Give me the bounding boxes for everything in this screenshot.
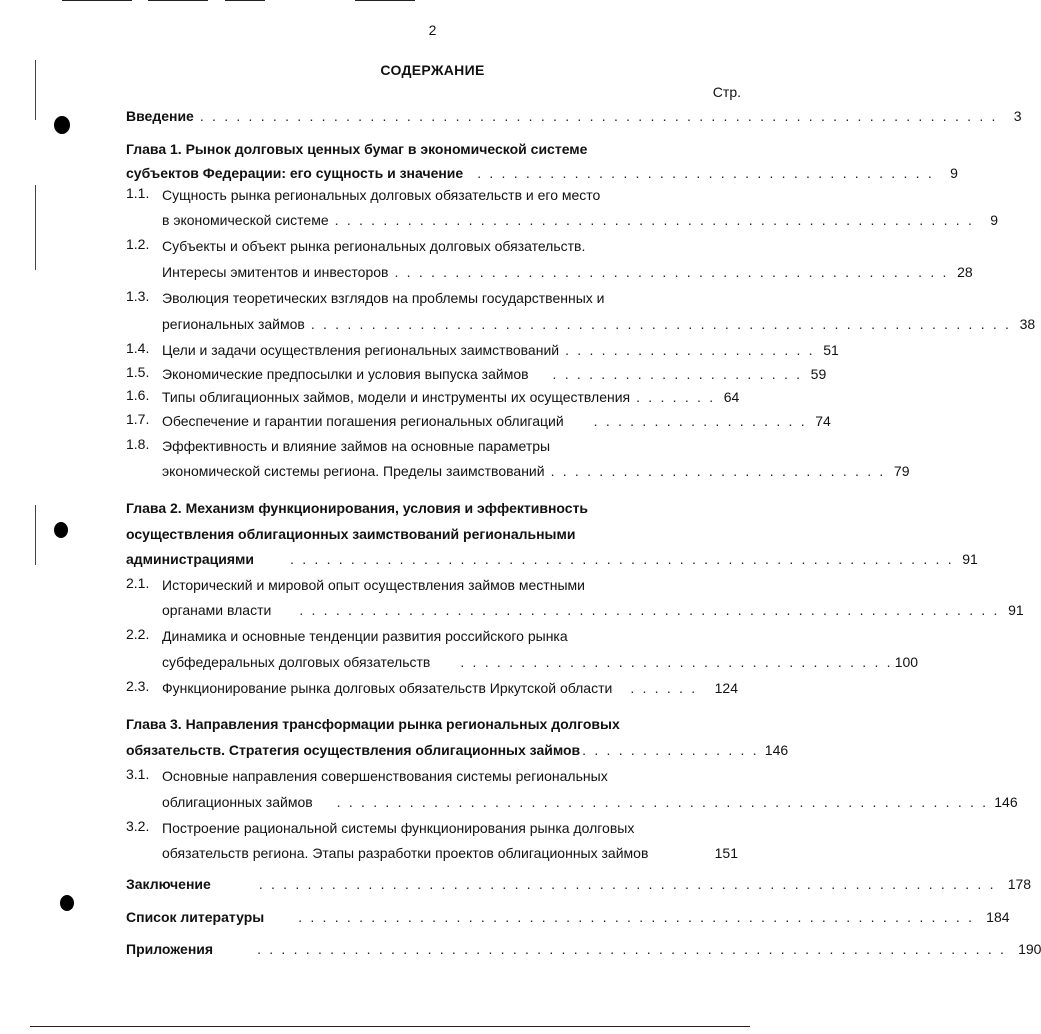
- section-number: 1.4.: [126, 340, 150, 356]
- toc-entry-page: 9: [950, 165, 958, 181]
- toc-entry-label: Введение: [126, 108, 194, 124]
- section-number: 1.8.: [126, 436, 150, 452]
- section-number: 3.2.: [126, 818, 150, 834]
- chapter-title: Глава 2. Механизм функционирования, условия и эффективность: [126, 500, 589, 516]
- toc-section-1-3-line1: [162, 287, 738, 306]
- section-title: региональных займов: [162, 316, 305, 332]
- toc-entry-page: 151: [714, 845, 738, 861]
- section-title: Эволюция теоретических взглядов на проблемы государственных и: [162, 290, 605, 306]
- toc-chapter-3-line1: [126, 713, 738, 732]
- dot-leader: . . . . . . . . . . . . . . . . . .: [593, 413, 807, 429]
- toc-entry-page: 79: [893, 463, 910, 479]
- toc-entry-page: 38: [1019, 316, 1036, 332]
- section-title: Цели и задачи осуществления региональных заимствований: [162, 342, 560, 358]
- toc-entry-conclusion[interactable]: [126, 873, 1032, 892]
- section-number: 2.1.: [126, 575, 150, 591]
- scan-artifact-top: [355, 0, 415, 1]
- dot-leader: . . . . . .: [630, 680, 698, 696]
- dot-leader: . . . . . . . . . . . . . . . . . . . . . . . . . . . .: [550, 463, 886, 479]
- toc-section-2-2[interactable]: [162, 651, 919, 670]
- toc-entry-page: 91: [962, 551, 978, 567]
- punch-hole-icon: [60, 895, 74, 911]
- toc-entry-page: 64: [723, 389, 740, 405]
- toc-entry-page: 184: [986, 909, 1010, 925]
- toc-section-3-2[interactable]: [162, 842, 738, 861]
- dot-leader: . . . . . . . . . . . . . . . . . . . . . . . . . . . . . . . . . . . . . . . . . . . . . . . . . . . . . . . . . .: [299, 602, 1000, 618]
- toc-section-2-3[interactable]: [162, 677, 738, 696]
- dot-leader: . . . . . . . . . . . . . . . . . . . . . . . . . . . . . . . . . . . . . .: [477, 165, 934, 181]
- toc-entry-page: 91: [1008, 602, 1024, 618]
- toc-entry-page: 190: [1018, 941, 1041, 957]
- toc-section-1-2-line1: [162, 235, 738, 254]
- section-number: 1.5.: [126, 364, 150, 380]
- chapter-title: Глава 1. Рынок долговых ценных бумаг в экономической системе: [126, 141, 588, 157]
- scan-artifact-top: [62, 0, 132, 1]
- toc-entry-label: Список литературы: [126, 909, 265, 925]
- toc-entry-page: 146: [764, 742, 789, 758]
- toc-section-1-2[interactable]: [162, 261, 973, 280]
- section-title: Эффективность и влияние займов на основные параметры: [162, 438, 551, 454]
- page-number: 2: [428, 22, 437, 38]
- dot-leader: . . . . . . . . . . . . . . . . . . . . . . . . . . . . . . . . . . . . . . . . . . . . . . . . . . . . .: [334, 212, 975, 228]
- toc-section-1-1[interactable]: [162, 209, 999, 228]
- dot-leader: . . . . . . . . . . . . . . . . . . . . . . . . . . . . . . . . . . . . . . . . . . . . . .: [394, 264, 949, 280]
- section-number: 1.1.: [126, 185, 150, 201]
- section-title: в экономической системе: [162, 212, 329, 228]
- toc-section-1-3[interactable]: [162, 313, 1036, 332]
- dot-leader: . . . . . . . . . . . . . . . . . . . . . . . . . . . . . . . . . . . . . . . . . . . . . . . . . . . . . . . . . . . . .: [258, 876, 996, 892]
- toc-entry-page: 74: [815, 413, 831, 429]
- toc-section-3-1[interactable]: [162, 791, 1018, 810]
- toc-entry-references[interactable]: [126, 906, 1010, 925]
- toc-entry-page: 100: [894, 654, 919, 670]
- section-title: Построение рациональной системы функционирования рынка долговых: [162, 820, 635, 836]
- page-column-header: Стр.: [712, 84, 741, 100]
- section-title: Типы облигационных займов, модели и инструменты их осуществления: [162, 389, 631, 405]
- section-title: Экономические предпосылки и условия выпуска займов: [162, 366, 529, 382]
- chapter-title: Глава 3. Направления трансформации рынка региональных долговых: [126, 716, 620, 732]
- dot-leader: . . . . . . . . . . . . . . . . . . . . .: [565, 342, 815, 358]
- section-number: 1.3.: [126, 288, 150, 304]
- section-title: субфедеральных долговых обязательств: [162, 654, 431, 670]
- section-number: 2.2.: [126, 626, 150, 642]
- toc-entry-intro[interactable]: [126, 105, 1022, 124]
- dot-leader: . . . . . . . . . . . . . . . . . . . . . . . . . . . . . . . . . . . . . . . . . . . . . . . . . . . . . . . . . . . . . .: [257, 941, 1007, 957]
- toc-section-3-1-line1: [162, 765, 738, 784]
- toc-chapter-1[interactable]: [126, 162, 958, 181]
- dot-leader: . . . . . . . . . . . . . . . . . . . . . . . . . . . . . . . . . . . .: [460, 654, 893, 670]
- chapter-title: субъектов Федерации: его сущность и значение: [126, 165, 464, 181]
- toc-section-1-4[interactable]: [162, 339, 839, 358]
- toc-entry-page: 9: [990, 212, 999, 228]
- toc-entry-page: 28: [957, 264, 973, 280]
- section-number: 1.6.: [126, 387, 150, 403]
- toc-section-1-6[interactable]: [162, 386, 738, 405]
- toc-entry-label: Приложения: [126, 941, 214, 957]
- toc-entry-page: 51: [823, 342, 839, 358]
- toc-section-1-5[interactable]: [162, 363, 827, 382]
- section-title: Интересы эмитентов и инвесторов: [162, 264, 389, 280]
- binding-edge: [35, 185, 36, 270]
- scan-artifact-bottom: [30, 1026, 750, 1027]
- dot-leader: . . . . . . . . . . . . . . .: [582, 742, 759, 758]
- toc-section-2-2-line1: [162, 625, 738, 644]
- dot-leader: . . . . . . . . . . . . . . . . . . . . . . . . . . . . . . . . . . . . . . . . . . . . . . . . . . . . . . . . . .: [310, 316, 1012, 332]
- toc-section-1-8[interactable]: [162, 460, 910, 479]
- dot-leader: . . . . . . . . . . . . . . . . . . . . .: [552, 366, 803, 382]
- section-title: Исторический и мировой опыт осуществления займов местными: [162, 577, 585, 593]
- section-title: экономической системы региона. Пределы заимствований: [162, 463, 545, 479]
- dot-leader: . . . . . . . . . . . . . . . . . . . . . . . . . . . . . . . . . . . . . . . . . . . . . . . . . . . . . .: [336, 794, 989, 810]
- section-number: 1.2.: [126, 236, 150, 252]
- section-title: Обеспечение и гарантии погашения региональных облигаций: [162, 413, 564, 429]
- toc-entry-page: 3: [1013, 108, 1022, 124]
- section-number: 1.7.: [126, 411, 150, 427]
- scan-artifact-top: [225, 0, 265, 1]
- section-title: Основные направления совершенствования системы региональных: [162, 768, 608, 784]
- toc-chapter-1-line1: [126, 138, 738, 157]
- dot-leader: . . . . . . . . . . . . . . . . . . . . . . . . . . . . . . . . . . . . . . . . . . . . . . . . . . . . . . . . . . . . . . . . . .: [199, 108, 998, 124]
- binding-edge: [35, 505, 36, 565]
- toc-entry-page: 146: [994, 794, 1018, 810]
- section-title: Динамика и основные тенденции развития российского рынка: [162, 628, 568, 644]
- toc-section-1-1-line1: [162, 184, 738, 203]
- dot-leader: . . . . . . .: [636, 389, 716, 405]
- dot-leader: . . . . . . . . . . . . . . . . . . . . . . . . . . . . . . . . . . . . . . . . . . . . . . . . . . . . . . . .: [298, 909, 975, 925]
- punch-hole-icon: [54, 116, 70, 134]
- toc-chapter-3[interactable]: [126, 739, 789, 758]
- section-title: Сущность рынка региональных долговых обязательств и его место: [162, 187, 601, 203]
- section-title: Субъекты и объект рынка региональных долговых обязательств.: [162, 238, 586, 254]
- section-title: облигационных займов: [162, 794, 313, 810]
- dot-leader: . . . . . . . . . . . . . . . . . . . . . . . . . . . . . . . . . . . . . . . . . . . . . . . . . . . . . . .: [290, 551, 954, 567]
- section-title: обязательств региона. Этапы разработки проектов облигационных займов: [162, 845, 649, 861]
- toc-chapter-2[interactable]: [126, 548, 978, 567]
- toc-section-2-1[interactable]: [162, 599, 1024, 618]
- section-number: 2.3.: [126, 678, 150, 694]
- toc-entry-page: 59: [810, 366, 827, 382]
- toc-entry-label: Заключение: [126, 876, 211, 892]
- page-title: СОДЕРЖАНИЕ: [380, 62, 485, 78]
- toc-chapter-2-line1: [126, 497, 738, 516]
- chapter-title: осуществления облигационных заимствований региональными: [126, 526, 576, 542]
- toc-entry-page: 124: [714, 680, 738, 696]
- section-title: органами власти: [162, 602, 272, 618]
- chapter-title: администрациями: [126, 551, 255, 567]
- toc-entry-page: 178: [1007, 876, 1032, 892]
- toc-section-3-2-line1: [162, 817, 738, 836]
- chapter-title: обязательств. Стратегия осуществления облигационных займов: [126, 742, 581, 758]
- scan-artifact-top: [148, 0, 208, 1]
- section-title: Функционирование рынка долговых обязательств Иркутской области: [162, 680, 613, 696]
- toc-section-1-8-line1: [162, 435, 738, 454]
- toc-section-2-1-line1: [162, 574, 738, 593]
- toc-section-1-7[interactable]: [162, 410, 831, 429]
- section-number: 3.1.: [126, 766, 150, 782]
- toc-entry-appendix[interactable]: [126, 938, 1041, 957]
- toc-chapter-2-line2: [126, 523, 738, 542]
- punch-hole-icon: [54, 522, 68, 538]
